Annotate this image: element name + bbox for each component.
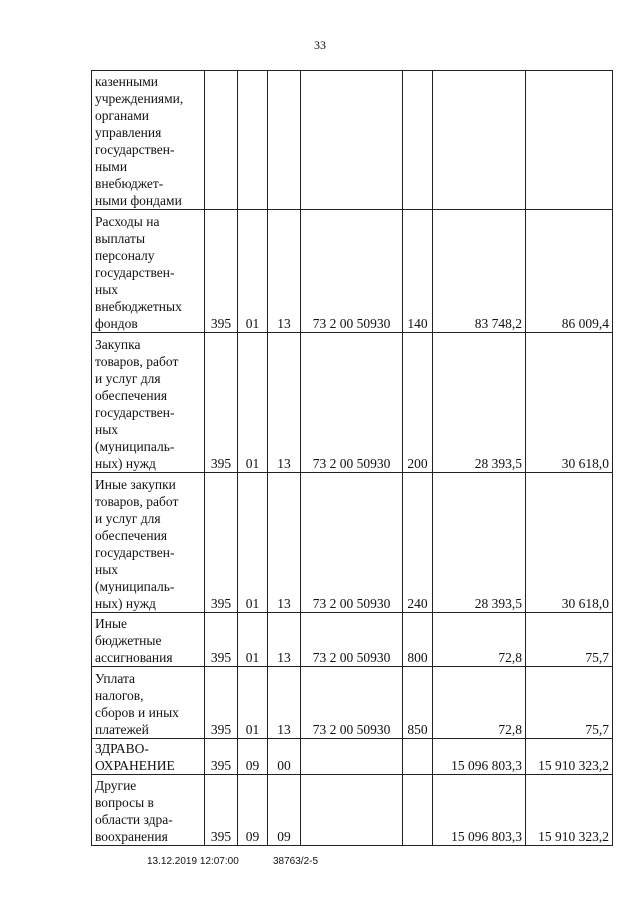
row-name: Закупка товаров, работ и услуг для обеспечения государствен- ных (муниципаль- ных) нужд (92, 333, 205, 473)
row-name: Расходы на выплаты персоналу государствен- ных внебюджетных фондов (92, 210, 205, 333)
section-code: 01 (238, 613, 268, 667)
row-name: ЗДРАВО- ОХРАНЕНИЕ (92, 739, 205, 775)
table-row (92, 333, 613, 473)
amount-year-1: 28 393,5 (433, 333, 526, 473)
subsection-code: 13 (268, 667, 301, 739)
expense-type-code (403, 775, 433, 846)
amount-year-2: 30 618,0 (526, 333, 613, 473)
expense-type-code: 800 (403, 613, 433, 667)
target-code: 73 2 00 50930 (301, 473, 403, 613)
subsection-code (268, 71, 301, 210)
target-code (301, 775, 403, 846)
ministry-code (205, 71, 238, 210)
section-code: 09 (238, 739, 268, 775)
subsection-code: 13 (268, 333, 301, 473)
row-name: Иные закупки товаров, работ и услуг для обеспечения государствен- ных (муниципаль- ных) нужд (92, 473, 205, 613)
row-name: казенными учреждениями, органами управления государствен- ными внебюджет- ными фондами (92, 71, 205, 210)
amount-year-2 (526, 71, 613, 210)
target-code: 73 2 00 50930 (301, 667, 403, 739)
section-code: 01 (238, 210, 268, 333)
table-row (92, 473, 613, 613)
row-name: Другие вопросы в области здра- воохранения (92, 775, 205, 846)
target-code (301, 739, 403, 775)
expense-type-code: 240 (403, 473, 433, 613)
amount-year-1: 15 096 803,3 (433, 739, 526, 775)
ministry-code: 395 (205, 473, 238, 613)
amount-year-2: 15 910 323,2 (526, 775, 613, 846)
row-name: Иные бюджетные ассигнования (92, 613, 205, 667)
ministry-code: 395 (205, 613, 238, 667)
budget-table (91, 70, 613, 846)
ministry-code: 395 (205, 210, 238, 333)
subsection-code: 13 (268, 613, 301, 667)
amount-year-2: 15 910 323,2 (526, 739, 613, 775)
ministry-code: 395 (205, 667, 238, 739)
target-code: 73 2 00 50930 (301, 333, 403, 473)
table-row (92, 71, 613, 210)
expense-type-code: 850 (403, 667, 433, 739)
amount-year-1: 72,8 (433, 667, 526, 739)
ministry-code: 395 (205, 775, 238, 846)
amount-year-1: 72,8 (433, 613, 526, 667)
ministry-code: 395 (205, 333, 238, 473)
table-row (92, 613, 613, 667)
table-row (92, 667, 613, 739)
section-code: 01 (238, 473, 268, 613)
ministry-code: 395 (205, 739, 238, 775)
subsection-code: 13 (268, 473, 301, 613)
amount-year-1: 83 748,2 (433, 210, 526, 333)
target-code (301, 71, 403, 210)
amount-year-2: 86 009,4 (526, 210, 613, 333)
footer-datetime: 13.12.2019 12:07:00 (147, 856, 239, 867)
amount-year-1: 15 096 803,3 (433, 775, 526, 846)
table-row (92, 775, 613, 846)
subsection-code: 09 (268, 775, 301, 846)
subsection-code: 13 (268, 210, 301, 333)
table-row (92, 210, 613, 333)
section-code: 09 (238, 775, 268, 846)
amount-year-1 (433, 71, 526, 210)
table-row (92, 739, 613, 775)
target-code: 73 2 00 50930 (301, 210, 403, 333)
target-code: 73 2 00 50930 (301, 613, 403, 667)
section-code: 01 (238, 333, 268, 473)
expense-type-code: 140 (403, 210, 433, 333)
section-code: 01 (238, 667, 268, 739)
subsection-code: 00 (268, 739, 301, 775)
amount-year-2: 75,7 (526, 667, 613, 739)
amount-year-1: 28 393,5 (433, 473, 526, 613)
row-name: Уплата налогов, сборов и иных платежей (92, 667, 205, 739)
amount-year-2: 75,7 (526, 613, 613, 667)
page-number: 33 (314, 38, 326, 52)
expense-type-code (403, 71, 433, 210)
expense-type-code: 200 (403, 333, 433, 473)
amount-year-2: 30 618,0 (526, 473, 613, 613)
footer-doc-id: 38763/2-5 (273, 856, 319, 867)
section-code (238, 71, 268, 210)
expense-type-code (403, 739, 433, 775)
